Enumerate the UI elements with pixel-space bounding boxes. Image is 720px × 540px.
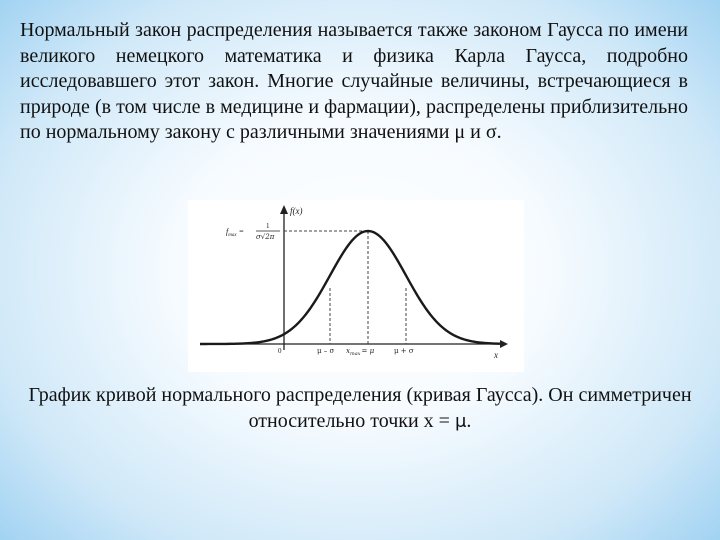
fmax-f: f — [226, 227, 229, 236]
x-axis-arrow — [500, 340, 508, 348]
fmax-eq: = — [238, 227, 244, 236]
fmax-sub: max — [228, 233, 237, 238]
fmax-denominator: σ√2π — [256, 233, 275, 241]
gaussian-plot — [188, 200, 524, 372]
y-axis-label: f(x) — [290, 206, 303, 216]
intro-paragraph: Нормальный закон распределения называется также законом Гаусса по имени великого немецкого математика и физика Карла Гаусса, подробно исследовавшего этот закон. Многие случайные величины, встречающиеся в природе (в том числе в медицине и фармации), распределены приблизительно по нормальному закону с различными значениями μ и σ. — [20, 19, 688, 143]
tick-mu-plus-sigma: μ + σ — [394, 347, 414, 355]
caption-text: График кривой нормального распределения (кривая Гаусса). Он симметричен относительно точки x = — [28, 384, 692, 432]
tick-xmax-x: x — [346, 347, 350, 355]
fmax-numerator: 1 — [266, 222, 270, 230]
fmax-label — [226, 227, 244, 238]
gaussian-curve-figure — [188, 200, 524, 372]
tick-xmax-eq: = μ — [361, 347, 375, 355]
gaussian-curve — [200, 231, 500, 344]
y-axis-arrow — [280, 205, 288, 214]
x-axis-label: x — [494, 350, 498, 360]
caption-end: . — [466, 410, 472, 432]
tick-xmax-sub: max — [349, 351, 361, 357]
tick-xmax-mu — [346, 347, 375, 357]
figure-caption — [20, 382, 700, 435]
tick-mu-minus-sigma: μ – σ — [317, 347, 335, 355]
origin-label: 0 — [278, 347, 282, 355]
caption-mu: μ — [454, 411, 467, 432]
